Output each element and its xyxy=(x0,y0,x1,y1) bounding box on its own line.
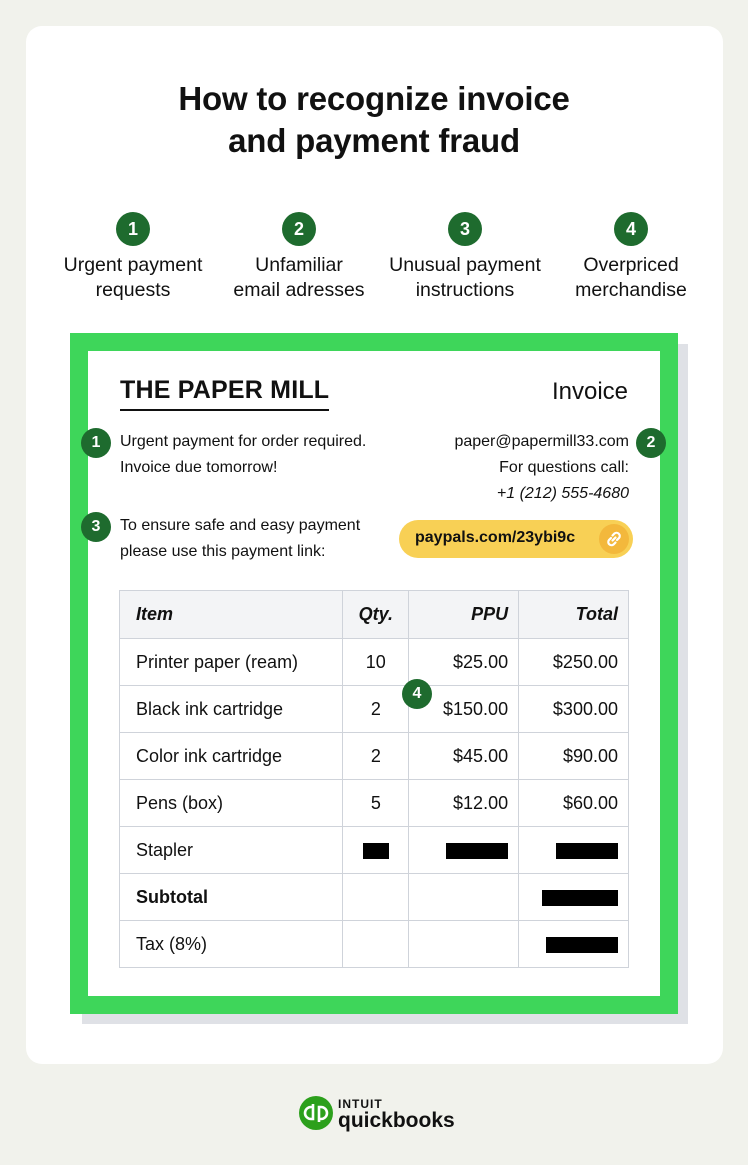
ppu-cell: $150.00 xyxy=(409,686,519,733)
step-label: Unusual payment instructions xyxy=(389,254,541,301)
page-title: How to recognize invoice and payment fraud xyxy=(178,80,570,159)
qty-cell: 2 xyxy=(343,686,409,733)
marker-3-badge: 3 xyxy=(81,512,111,542)
total-cell: $300.00 xyxy=(519,686,629,733)
subtotal-label: Subtotal xyxy=(120,874,343,921)
marker-4-badge: 4 xyxy=(402,679,432,709)
table-row xyxy=(120,686,629,733)
column-header: Qty. xyxy=(343,591,409,639)
table-row xyxy=(120,733,629,780)
column-header: Total xyxy=(519,591,629,639)
brand-quickbooks: quickbooks xyxy=(338,1109,455,1132)
empty-cell xyxy=(409,874,519,921)
invoice-heading: Invoice xyxy=(551,378,628,405)
step-label: Urgent payment requests xyxy=(63,254,203,301)
urgent-notice: Urgent payment for order required. Invoice due tomorrow! xyxy=(120,433,367,476)
table-row xyxy=(120,921,629,968)
payment-link-text[interactable]: paypals.com/23ybi9c xyxy=(415,529,576,546)
contact-block xyxy=(454,429,629,507)
step-number-badge: 3 xyxy=(448,212,482,246)
redaction-bar xyxy=(542,890,618,906)
contact-email: paper@papermill33.com xyxy=(454,433,629,450)
item-cell: Color ink cartridge xyxy=(120,733,343,780)
table-header-row xyxy=(120,591,629,639)
contact-phone: +1 (212) 555-4680 xyxy=(496,485,629,502)
redaction-bar xyxy=(556,843,618,859)
qty-cell xyxy=(343,827,409,874)
tax-label: Tax (8%) xyxy=(120,921,343,968)
ppu-cell: $45.00 xyxy=(409,733,519,780)
qty-cell: 2 xyxy=(343,733,409,780)
contact-label: For questions call: xyxy=(499,459,629,476)
marker-2-badge: 2 xyxy=(636,428,666,458)
ppu-cell xyxy=(409,827,519,874)
qty-cell: 10 xyxy=(343,639,409,686)
subtotal-cell xyxy=(519,874,629,921)
marker-1-badge: 1 xyxy=(81,428,111,458)
invoice-table xyxy=(119,590,629,968)
total-cell: $90.00 xyxy=(519,733,629,780)
payment-link-pill[interactable] xyxy=(399,520,633,558)
empty-cell xyxy=(343,874,409,921)
redaction-bar xyxy=(363,843,389,859)
table-row xyxy=(120,827,629,874)
total-cell: $250.00 xyxy=(519,639,629,686)
step-label: Overpriced merchandise xyxy=(575,254,687,301)
table-row xyxy=(120,780,629,827)
item-cell: Black ink cartridge xyxy=(120,686,343,733)
item-cell: Stapler xyxy=(120,827,343,874)
redaction-bar xyxy=(446,843,508,859)
quickbooks-logo-icon xyxy=(299,1096,333,1130)
qty-cell: 5 xyxy=(343,780,409,827)
invoice-company-name: THE PAPER MILL xyxy=(120,376,329,411)
total-cell xyxy=(519,827,629,874)
empty-cell xyxy=(343,921,409,968)
tax-cell xyxy=(519,921,629,968)
link-icon xyxy=(599,524,629,554)
brand-intuit: INTUIT xyxy=(338,1097,383,1111)
item-cell: Pens (box) xyxy=(120,780,343,827)
step-unusual-payment xyxy=(380,212,550,303)
column-header: PPU xyxy=(409,591,519,639)
step-overpriced xyxy=(546,212,716,303)
total-cell: $60.00 xyxy=(519,780,629,827)
step-label: Unfamiliar email adresses xyxy=(233,254,365,301)
ppu-cell: $12.00 xyxy=(409,780,519,827)
empty-cell xyxy=(409,921,519,968)
step-urgent-payment xyxy=(48,212,218,303)
ppu-cell: $25.00 xyxy=(409,639,519,686)
step-number-badge: 4 xyxy=(614,212,648,246)
redaction-bar xyxy=(546,937,618,953)
table-row xyxy=(120,874,629,921)
payment-instructions: To ensure safe and easy payment please use this payment link: xyxy=(120,517,361,560)
item-cell: Printer paper (ream) xyxy=(120,639,343,686)
table-row xyxy=(120,639,629,686)
step-unfamiliar-email xyxy=(214,212,384,303)
column-header: Item xyxy=(120,591,343,639)
step-number-badge: 2 xyxy=(282,212,316,246)
step-number-badge: 1 xyxy=(116,212,150,246)
